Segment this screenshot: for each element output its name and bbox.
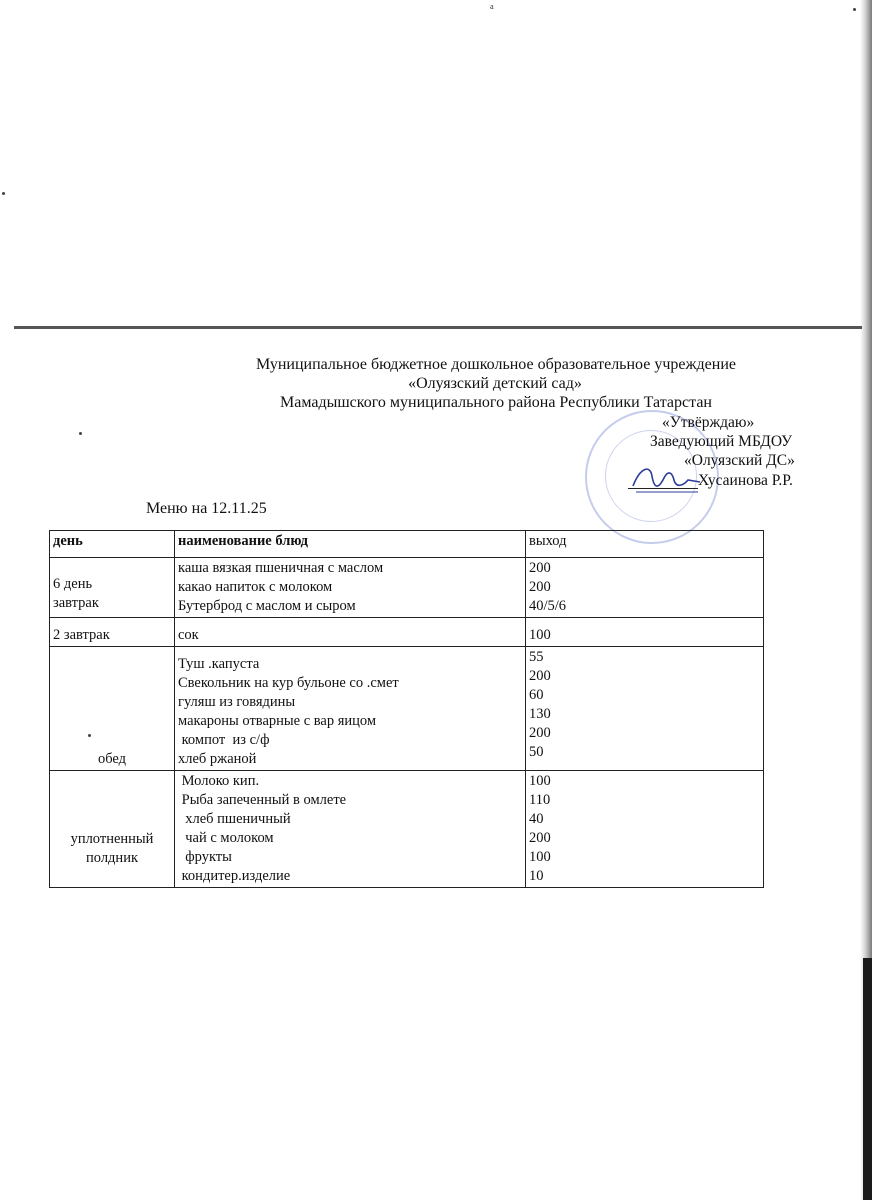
day-cell: уплотненный полдник <box>50 771 175 888</box>
org-name-line1: Муниципальное бюджетное дошкольное образовательное учреждение <box>256 356 736 373</box>
speck <box>79 432 82 435</box>
menu-table <box>49 530 764 888</box>
table-row <box>50 618 764 647</box>
table-header-row <box>50 531 764 558</box>
yield-cell: 100 110 40 200 100 10 <box>526 771 764 888</box>
scan-edge-dark <box>863 958 872 1200</box>
table-row <box>50 771 764 888</box>
day-cell: 2 завтрак <box>50 618 175 647</box>
dishes-cell: Молоко кип. Рыба запеченный в омлете хлеб пшеничный чай с молоком фрукты кондитер.изделие <box>175 771 526 888</box>
yield-cell: 55 200 60 130 200 50 <box>526 647 764 771</box>
org-name-line3: Мамадышского муниципального района Республики Татарстан <box>280 394 712 411</box>
dishes-cell: каша вязкая пшеничная с маслом какао напиток с молоком Бутерброд с маслом и сыром <box>175 558 526 618</box>
header-day: день <box>50 531 175 558</box>
table-row <box>50 558 764 618</box>
approval-position: Заведующий МБДОУ <box>650 433 793 450</box>
org-name-line2: «Олуязский детский сад» <box>408 375 582 392</box>
table-row <box>50 647 764 771</box>
signature-line <box>628 488 698 489</box>
dishes-cell: сок <box>175 618 526 647</box>
speck <box>2 192 5 195</box>
header-yield: выход <box>526 531 764 558</box>
paper-fold-line <box>14 326 862 329</box>
yield-cell: 200 200 40/5/6 <box>526 558 764 618</box>
menu-title: Меню на 12.11.25 <box>146 500 267 517</box>
speck <box>853 8 856 11</box>
yield-cell: 100 <box>526 618 764 647</box>
header-dish: наименование блюд <box>175 531 526 558</box>
day-cell: 6 день завтрак <box>50 558 175 618</box>
approval-org: «Олуязский ДС» <box>684 452 795 469</box>
scan-mark: ᵃ <box>490 2 494 17</box>
approval-name: Хусаинова Р.Р. <box>698 472 793 489</box>
day-cell: обед <box>50 647 175 771</box>
dishes-cell: Туш .капуста Свекольник на кур бульоне со .смет гуляш из говядины макароны отварные с вар яицом компот из с/ф хлеб ржаной <box>175 647 526 771</box>
approval-heading: «Утвёрждаю» <box>662 414 755 431</box>
